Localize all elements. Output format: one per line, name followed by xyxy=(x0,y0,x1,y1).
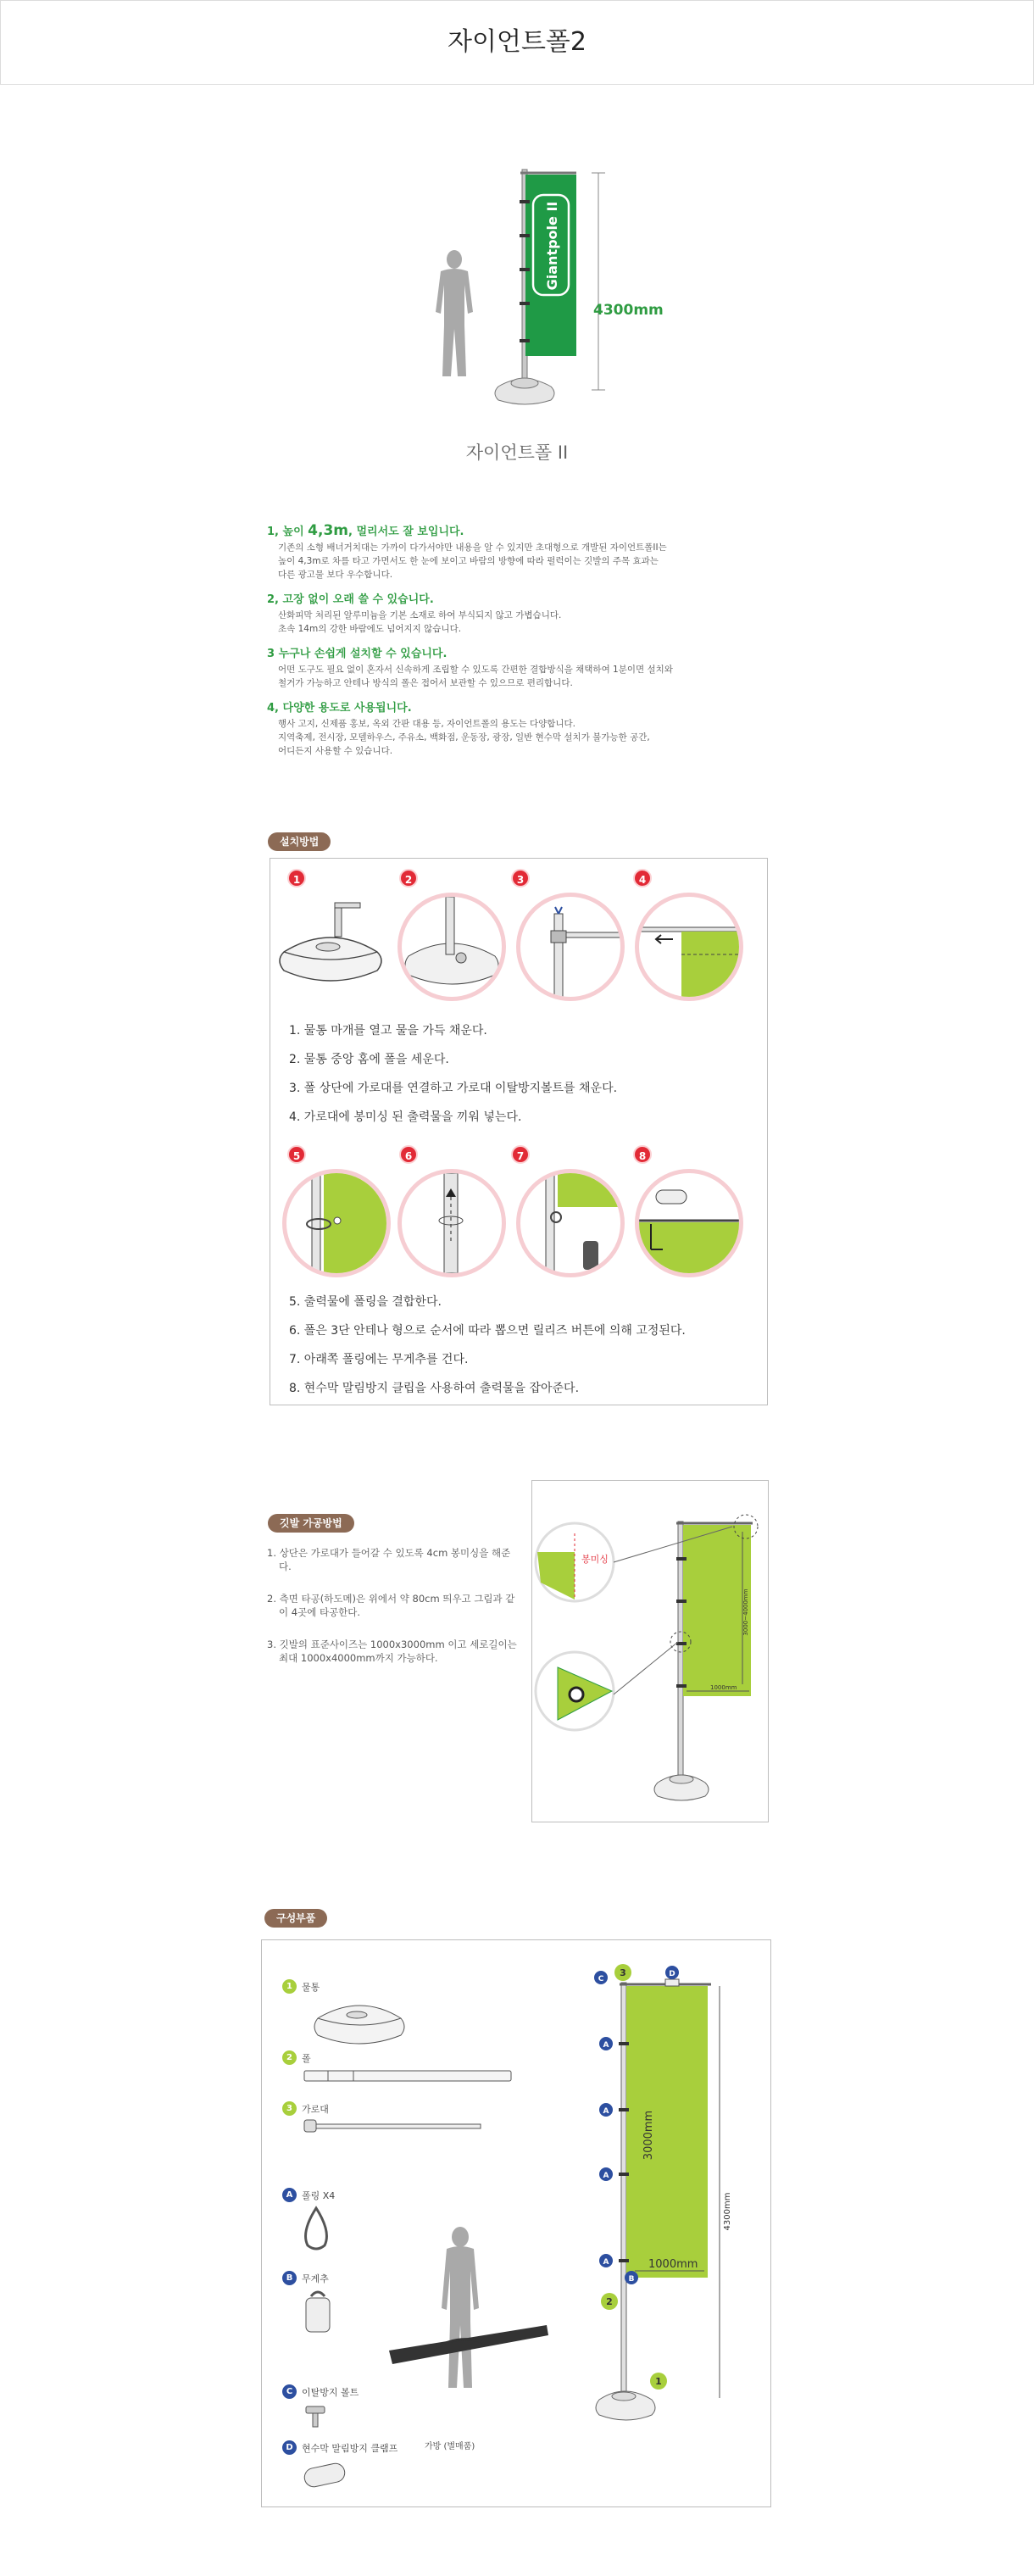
svg-text:B: B xyxy=(628,2275,635,2284)
components-badge: 구성부품 xyxy=(264,1909,327,1928)
step-number: 6 xyxy=(399,1145,418,1164)
feature-title: 1, 높이 4,3m, 멀리서도 잘 보입니다. xyxy=(267,522,464,539)
crossbar-icon xyxy=(303,2118,489,2135)
step-text: 3. 폴 상단에 가로대를 연결하고 가로대 이탈방지볼트를 채운다. xyxy=(289,1082,618,1095)
step-circle xyxy=(282,1169,391,1277)
cutting-badge: 깃발 가공방법 xyxy=(268,1514,354,1533)
pole-ring-icon xyxy=(299,2205,333,2251)
step-circle xyxy=(397,893,506,1001)
components-box xyxy=(261,1939,771,2507)
weight-icon xyxy=(301,2288,335,2335)
hero-section xyxy=(0,85,1034,475)
svg-text:A: A xyxy=(603,2107,609,2116)
feature-item xyxy=(267,700,776,758)
feature-item xyxy=(267,592,776,636)
feature-item xyxy=(267,646,776,690)
hero-illustration xyxy=(0,85,1034,432)
step-text: 8. 현수막 말림방지 클립을 사용하여 출력물을 잡아준다. xyxy=(289,1382,580,1395)
feature-title: 2, 고장 없이 오래 쓸 수 있습니다. xyxy=(267,593,434,606)
page-header xyxy=(0,0,1034,85)
part-label: D 현수막 말림방지 클램프 xyxy=(282,2440,397,2455)
step-circle xyxy=(516,1169,625,1277)
step-text: 7. 아래쪽 폴링에는 무게추를 건다. xyxy=(289,1353,469,1366)
step-text: 4. 가로대에 봉미싱 된 출력물을 끼워 넣는다. xyxy=(289,1110,522,1124)
step-text: 5. 출력물에 폴링을 결합한다. xyxy=(289,1295,442,1309)
cutting-item: 2. 측면 타공(하도메)은 위에서 약 80cm 띄우고 그림과 같이 4곳에 타공한다. xyxy=(267,1593,515,1618)
hero-height-label: 4300mm xyxy=(593,302,664,319)
step-number: 5 xyxy=(287,1145,306,1164)
svg-text:C: C xyxy=(598,1975,604,1983)
svg-text:4300mm: 4300mm xyxy=(723,2192,732,2231)
person-with-bag-icon xyxy=(381,2223,550,2435)
clamp-icon xyxy=(301,2459,352,2493)
part-label: A 폴링 X4 xyxy=(282,2188,335,2202)
install-badge: 설치방법 xyxy=(268,832,331,851)
svg-text:A: A xyxy=(603,2258,609,2267)
feature-item xyxy=(267,522,776,581)
step-circle xyxy=(635,1169,743,1277)
sew-label: 봉미싱 xyxy=(581,1554,609,1565)
part-label: 3 가로대 xyxy=(282,2101,329,2116)
svg-text:A: A xyxy=(603,2172,609,2180)
part-label: 2 폴 xyxy=(282,2050,311,2065)
svg-text:3000mm: 3000mm xyxy=(642,2110,655,2161)
cutting-item: 1. 상단은 가로대가 들어갈 수 있도록 4cm 봉미싱을 해준다. xyxy=(267,1547,511,1572)
svg-text:A: A xyxy=(603,2041,609,2050)
water-tank-icon xyxy=(275,891,386,993)
step-text: 6. 폴은 3단 안테나 형으로 순서에 따라 뽑으면 릴리즈 버튼에 의해 고정된다. xyxy=(289,1324,686,1338)
step-number: 8 xyxy=(633,1145,652,1164)
feature-title: 4, 다양한 용도로 사용됩니다. xyxy=(267,702,412,715)
water-tank-icon xyxy=(313,1995,406,2054)
feature-body: 어떤 도구도 필요 없이 혼자서 신속하게 조립할 수 있도록 간편한 결합방식을 채택하여 1분이면 설치와 철거가 가능하고 안테나 방식의 폴은 접어서 보관할 수 있으므로 편리합니다. xyxy=(278,665,673,688)
bag-label: 가방 (별매품) xyxy=(425,2442,475,2451)
part-label: B 무게추 xyxy=(282,2271,329,2285)
svg-text:2: 2 xyxy=(606,2296,613,2307)
pole-icon xyxy=(303,2067,514,2084)
assembled-pole-diagram xyxy=(584,1957,753,2457)
step-number: 4 xyxy=(633,869,652,887)
step-number: 3 xyxy=(511,869,530,887)
step-number: 7 xyxy=(511,1145,530,1164)
step-text: 2. 물통 중앙 홈에 폴을 세운다. xyxy=(289,1053,449,1066)
hero-banner-text: Giantpole II xyxy=(544,201,560,291)
svg-text:1: 1 xyxy=(655,2376,662,2387)
feature-title: 3 누구나 손쉽게 설치할 수 있습니다. xyxy=(267,648,448,660)
bolt-icon xyxy=(303,2403,328,2429)
step-circle xyxy=(397,1169,506,1277)
feature-body: 행사 고지, 신제품 홍보, 옥외 간판 대용 등, 자이언트폴의 용도는 다양합니다. 지역축제, 전시장, 모델하우스, 주유소, 백화점, 운동장, 광장, 일반 현수막 설치가 불가능한 공간, 어디든지 사용할 수 있습니다. xyxy=(278,719,650,756)
install-box xyxy=(270,858,768,1405)
hero-caption: 자이언트폴 II xyxy=(465,442,569,463)
step-circle xyxy=(635,893,743,1001)
svg-text:1000mm: 1000mm xyxy=(648,2258,698,2271)
feature-body: 산화피막 처리된 알루미늄을 기본 소재로 하여 부식되지 않고 가볍습니다. 초속 14m의 강한 바람에도 넘어지지 않습니다. xyxy=(278,610,562,634)
svg-text:D: D xyxy=(669,1970,675,1978)
page-title: 자이언트폴2 xyxy=(448,27,586,57)
part-label: 1 물통 xyxy=(282,1979,320,1994)
svg-text:3: 3 xyxy=(620,1967,626,1978)
feature-body: 기존의 소형 배너거치대는 가까이 다가서야만 내용을 알 수 있지만 초대형으로 개발된 자이언트폴II는 높이 4,3m로 차를 타고 가면서도 한 눈에 보이고 바람의 방향에 따라 펄럭이는 깃발의 주목 효과는 다른 광고물 보다 우수합니다. xyxy=(278,542,667,580)
svg-text:1000mm: 1000mm xyxy=(710,1684,737,1691)
svg-text:3000~4000mm: 3000~4000mm xyxy=(742,1588,749,1636)
step-number: 1 xyxy=(287,869,306,887)
cutting-item: 3. 깃발의 표준사이즈는 1000x3000mm 이고 세로길이는 최대 1000x4000mm까지 가능하다. xyxy=(267,1639,517,1664)
install-steps-b xyxy=(289,1288,686,1403)
part-label: C 이탈방지 볼트 xyxy=(282,2384,359,2399)
install-steps-a xyxy=(289,1016,617,1132)
person-silhouette-icon xyxy=(436,250,473,376)
banner-lime xyxy=(683,1525,751,1696)
cutting-list xyxy=(267,1546,521,1683)
step-number: 2 xyxy=(399,869,418,887)
step-text: 1. 물통 마개를 열고 물을 가득 채운다. xyxy=(289,1024,487,1038)
features-list xyxy=(267,522,776,768)
step-circle xyxy=(516,893,625,1001)
cutting-diagram-box xyxy=(531,1480,769,1822)
